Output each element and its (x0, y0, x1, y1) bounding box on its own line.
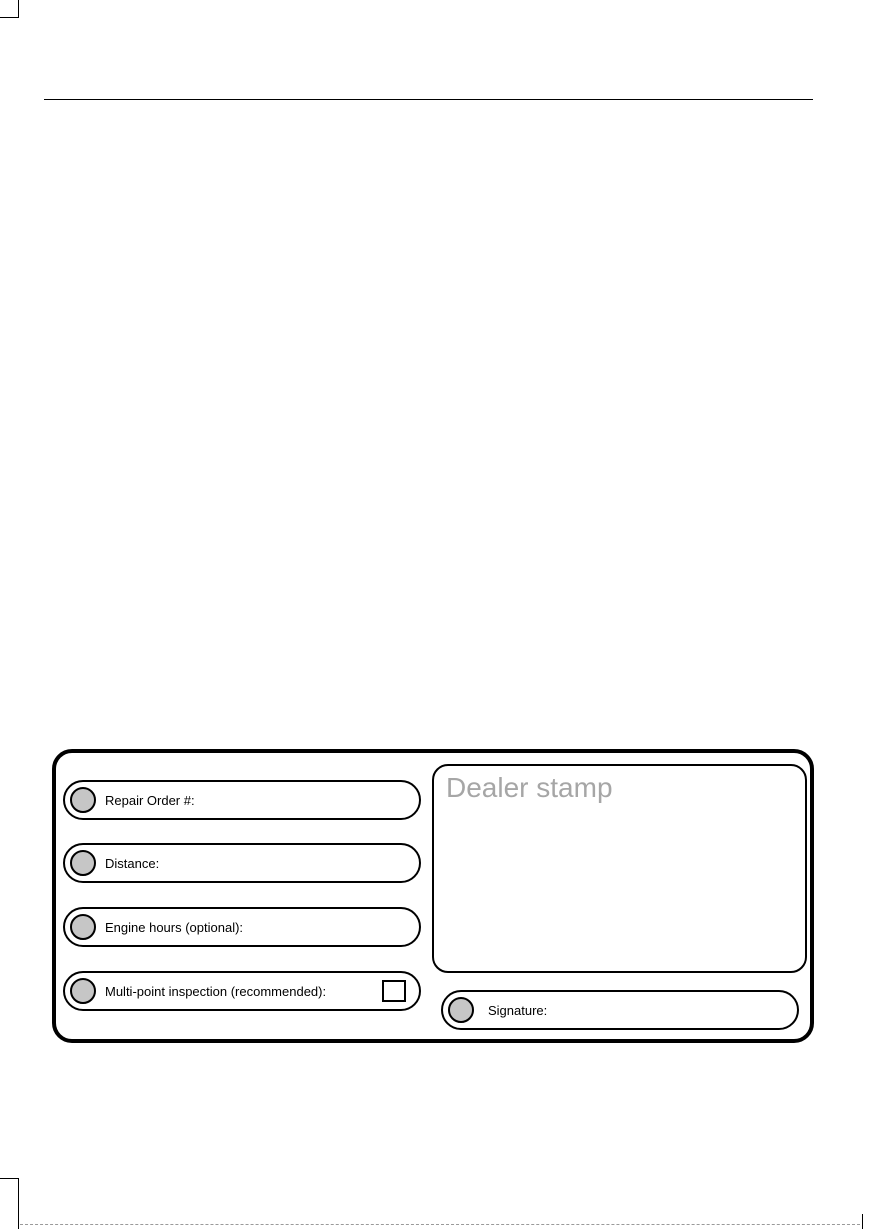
distance-field[interactable] (63, 843, 421, 883)
repair-order-label: Repair Order #: (105, 793, 195, 808)
field-bullet-icon (70, 914, 96, 940)
multi-point-inspection-label: Multi-point inspection (recommended): (105, 984, 327, 999)
crop-mark-bottom-left-vertical (18, 1178, 19, 1229)
repair-order-field[interactable] (63, 780, 421, 820)
engine-hours-field[interactable] (63, 907, 421, 947)
field-bullet-icon (448, 997, 474, 1023)
dealer-stamp-box (432, 764, 807, 973)
engine-hours-label: Engine hours (optional): (105, 920, 244, 935)
field-bullet-icon (70, 787, 96, 813)
field-bullet-icon (70, 850, 96, 876)
field-bullet-icon (70, 978, 96, 1004)
crop-mark-bottom-left-horizontal (0, 1178, 19, 1179)
bottom-trim-line (20, 1224, 860, 1225)
crop-mark-top-left-vertical (18, 0, 19, 18)
signature-label: Signature: (488, 1003, 548, 1018)
crop-mark-bottom-right-vertical (862, 1214, 863, 1229)
distance-label: Distance: (105, 856, 160, 871)
crop-mark-top-left-horizontal (0, 17, 19, 18)
multi-point-inspection-checkbox[interactable] (382, 980, 406, 1002)
multi-point-inspection-field (63, 971, 421, 1011)
signature-field[interactable] (441, 990, 799, 1030)
dealer-stamp-label: Dealer stamp (446, 772, 613, 803)
header-rule (44, 99, 813, 100)
